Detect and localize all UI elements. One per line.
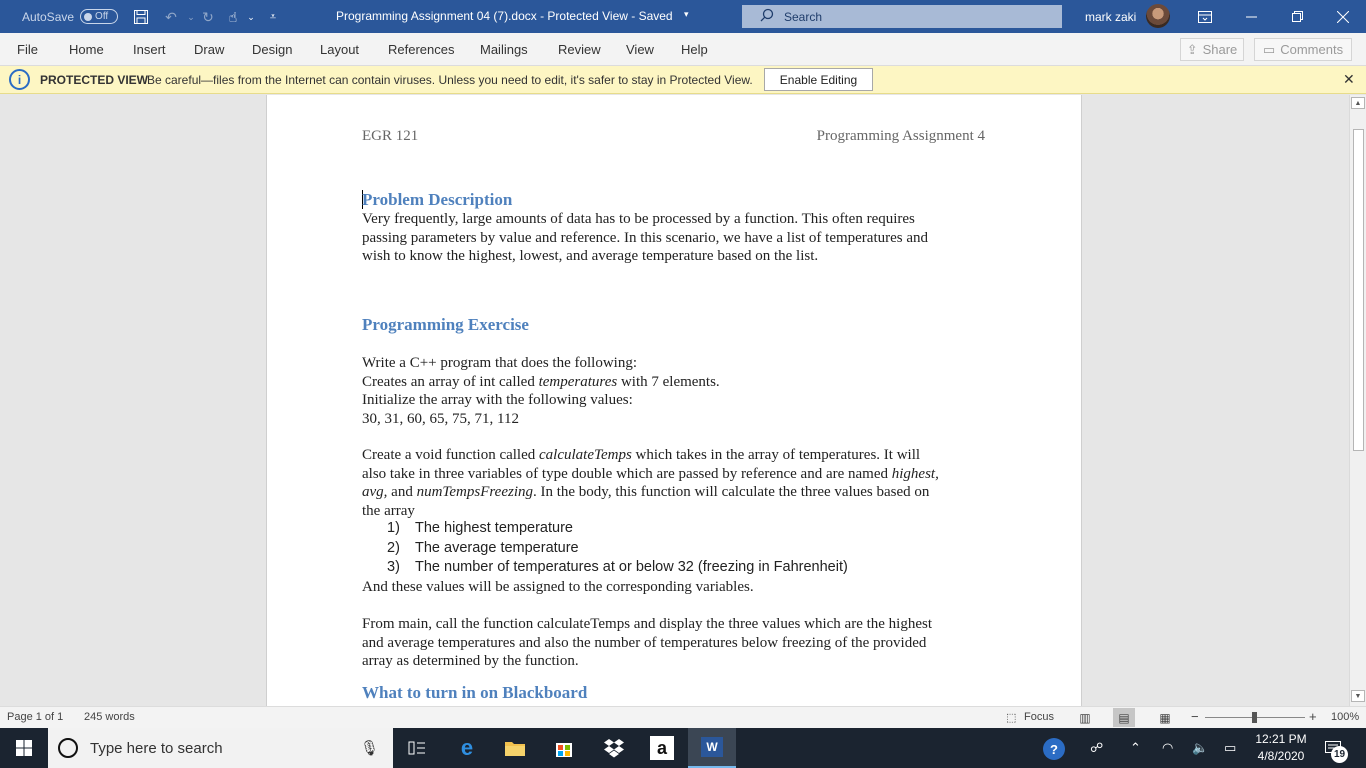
paragraph-exercise <box>362 354 988 428</box>
tab-file[interactable]: File <box>17 42 38 57</box>
store-icon[interactable] <box>540 728 588 768</box>
heading-what-to-turn-in: What to turn in on Blackboard <box>362 683 588 702</box>
customize-toolbar-icon[interactable]: ⩡ <box>269 10 277 23</box>
text-run: with 7 elements. <box>617 373 720 390</box>
word-count[interactable]: 245 words <box>84 711 135 723</box>
tab-review[interactable]: Review <box>558 42 601 57</box>
autosave-switch[interactable] <box>80 9 118 24</box>
minimize-icon[interactable] <box>1228 0 1274 33</box>
clock[interactable] <box>1254 731 1308 765</box>
comments-button[interactable] <box>1254 38 1352 61</box>
paragraph-after-list <box>362 578 988 597</box>
status-bar <box>0 706 1366 728</box>
title-dropdown-icon[interactable]: ▾ <box>684 9 689 19</box>
document-canvas[interactable] <box>0 95 1349 706</box>
text-line <box>362 465 988 484</box>
word-icon[interactable] <box>688 728 736 768</box>
list-item <box>387 519 848 539</box>
microphone-icon[interactable]: 🎙 <box>359 740 379 757</box>
paragraph-function <box>362 446 988 520</box>
volume-icon[interactable]: 🔈 <box>1192 740 1209 755</box>
user-name[interactable]: mark zaki <box>1085 10 1137 24</box>
text-run-italic: temperatures <box>538 373 618 390</box>
close-icon[interactable] <box>1320 0 1366 33</box>
protected-view-message: Be careful—files from the Internet can contain viruses. Unless you need to edit, it's safer to stay in Protected View. <box>147 73 753 87</box>
redo-icon[interactable]: ↻ <box>202 8 214 25</box>
numbered-list <box>387 519 848 578</box>
touch-mode-icon[interactable]: ☝ <box>228 8 238 25</box>
text-run: and <box>387 484 417 500</box>
tab-draw[interactable]: Draw <box>194 42 225 57</box>
scroll-down-icon[interactable]: ▼ <box>1351 690 1365 702</box>
notification-count: 19 <box>1331 746 1348 763</box>
tab-view[interactable]: View <box>626 42 654 57</box>
tab-layout[interactable]: Layout <box>320 42 360 57</box>
scrollbar-thumb[interactable] <box>1353 129 1364 451</box>
list-text: The number of temperatures at or below 32 (freezing in Fahrenheit) <box>415 559 848 575</box>
dropbox-icon[interactable] <box>590 728 638 768</box>
list-text: The average temperature <box>415 539 579 556</box>
battery-icon[interactable]: ▭ <box>1224 740 1237 755</box>
help-badge: ? <box>1043 738 1065 760</box>
page-count[interactable]: Page 1 of 1 <box>7 711 64 723</box>
text-line: 30, 31, 60, 65, 75, 71, 112 <box>362 410 519 427</box>
avatar[interactable] <box>1146 4 1170 28</box>
header-assignment: Programming Assignment 4 <box>816 128 985 144</box>
share-icon: ⇪ <box>1186 41 1198 57</box>
cortana-icon <box>58 738 78 758</box>
text-run: also take in three variables of type double which are passed by reference and are named <box>362 465 892 482</box>
people-icon[interactable]: ☍ <box>1090 740 1104 755</box>
toggle-dot-icon <box>84 13 92 21</box>
text-line <box>362 483 988 502</box>
text-line <box>362 446 988 465</box>
touch-dropdown-icon[interactable]: ⌄ <box>247 11 255 22</box>
tab-mailings[interactable]: Mailings <box>480 42 528 57</box>
tab-help[interactable]: Help <box>681 42 708 57</box>
text-run-italic: calculateTemps <box>539 447 632 463</box>
title-bar <box>0 0 1366 33</box>
comment-icon: ▭ <box>1262 41 1276 57</box>
autosave-label: AutoSave <box>22 9 75 24</box>
text-run-italic: avg, <box>362 484 388 500</box>
taskbar-search[interactable] <box>48 728 393 768</box>
share-label: Share <box>1202 42 1238 57</box>
header-course: EGR 121 <box>362 128 419 144</box>
text-run-italic: highest, <box>891 465 939 482</box>
ribbon-display-options-icon[interactable] <box>1182 0 1228 33</box>
print-layout-icon[interactable]: ▤ <box>1113 708 1135 727</box>
text-line: From main, call the function calculateTemps and display the three values which are the highest <box>362 616 933 632</box>
autosave-toggle[interactable] <box>22 9 118 24</box>
text-line: passing parameters by value and reference. In this scenario, we have a list of temperatures and <box>362 229 929 246</box>
search-icon <box>760 8 774 25</box>
windows-start-icon[interactable] <box>0 728 48 768</box>
comments-label: Comments <box>1280 42 1344 57</box>
share-button[interactable] <box>1180 38 1244 61</box>
list-item <box>387 558 848 578</box>
undo-dropdown-icon[interactable]: ⌄ <box>187 11 195 22</box>
web-layout-icon[interactable]: ▦ <box>1159 710 1171 725</box>
word-logo: W <box>701 737 723 757</box>
zoom-slider-thumb[interactable] <box>1252 712 1257 723</box>
list-item <box>387 539 848 559</box>
chevron-up-icon[interactable]: ⌃ <box>1130 740 1141 755</box>
clock-time: 12:21 PM <box>1255 732 1307 746</box>
file-explorer-icon[interactable] <box>491 728 539 768</box>
text-run: . In the body, this function will calculate the three values based on <box>532 484 930 500</box>
amazon-logo: a <box>650 736 674 760</box>
tab-insert[interactable]: Insert <box>133 42 166 57</box>
text-run: Create a void function called <box>362 447 540 463</box>
ribbon-tabs <box>0 33 1366 66</box>
search-box[interactable] <box>742 5 1062 28</box>
clock-date: 4/8/2020 <box>1257 749 1305 763</box>
text-run: which takes in the array of temperatures. It will <box>631 447 921 463</box>
text-line: the array <box>362 502 415 519</box>
amazon-icon[interactable] <box>638 728 686 768</box>
save-icon[interactable] <box>130 7 152 27</box>
wifi-icon[interactable]: ◠ <box>1162 740 1174 755</box>
taskbar <box>0 728 1366 768</box>
search-label: Search <box>784 9 823 24</box>
tab-design[interactable]: Design <box>252 42 293 57</box>
text-line: And these values will be assigned to the corresponding variables. <box>362 579 754 595</box>
document-page[interactable] <box>266 95 1082 706</box>
paragraph-main <box>362 615 988 671</box>
focus-icon[interactable]: ⬚ <box>1006 712 1017 724</box>
list-text: The highest temperature <box>415 520 573 536</box>
text-line: wish to know the highest, lowest, and average temperature based on the list. <box>362 248 819 264</box>
close-icon[interactable]: ✕ <box>1343 71 1355 87</box>
autosave-state: Off <box>95 11 109 22</box>
enable-editing-button[interactable]: Enable Editing <box>764 68 873 91</box>
text-run: Creates an array of int called <box>362 373 539 390</box>
task-view-icon[interactable] <box>393 728 441 768</box>
scroll-up-icon[interactable]: ▲ <box>1351 97 1365 109</box>
zoom-level[interactable]: 100% <box>1331 711 1360 723</box>
list-number: 2) <box>387 539 400 556</box>
zoom-out-icon[interactable]: − <box>1191 709 1199 724</box>
notification-center-icon[interactable] <box>1322 737 1344 759</box>
edge-icon[interactable]: e <box>460 735 474 760</box>
zoom-in-icon[interactable]: + <box>1309 709 1317 724</box>
tab-home[interactable]: Home <box>69 42 104 57</box>
list-number: 1) <box>387 520 400 536</box>
protected-view-title: PROTECTED VIEW <box>40 73 149 87</box>
help-icon[interactable] <box>1043 738 1065 760</box>
focus-label[interactable]: Focus <box>1024 711 1054 723</box>
paragraph-problem <box>362 210 988 266</box>
document-title[interactable]: Programming Assignment 04 (7).docx - Protected View - Saved <box>336 9 673 23</box>
text-line: Write a C++ program that does the following: <box>362 355 638 371</box>
undo-icon[interactable]: ↶ <box>165 8 177 25</box>
tab-references[interactable]: References <box>388 42 455 57</box>
taskbar-search-placeholder: Type here to search <box>90 739 223 757</box>
text-line: Initialize the array with the following values: <box>362 392 633 408</box>
restore-icon[interactable] <box>1274 0 1320 33</box>
text-line: and average temperatures and also the number of temperatures below freezing of the provided <box>362 634 927 651</box>
heading-programming-exercise: Programming Exercise <box>362 315 529 334</box>
text-run-italic: numTempsFreezing <box>416 484 533 500</box>
info-icon: i <box>9 69 30 90</box>
vertical-scrollbar[interactable] <box>1349 95 1366 706</box>
text-line <box>362 373 988 392</box>
text-line: array as determined by the function. <box>362 653 579 669</box>
text-line: Very frequently, large amounts of data has to be processed by a function. This often requires <box>362 211 915 227</box>
list-number: 3) <box>387 559 400 575</box>
read-mode-icon[interactable]: ▥ <box>1079 710 1091 725</box>
heading-problem-description: Problem Description <box>362 190 513 209</box>
